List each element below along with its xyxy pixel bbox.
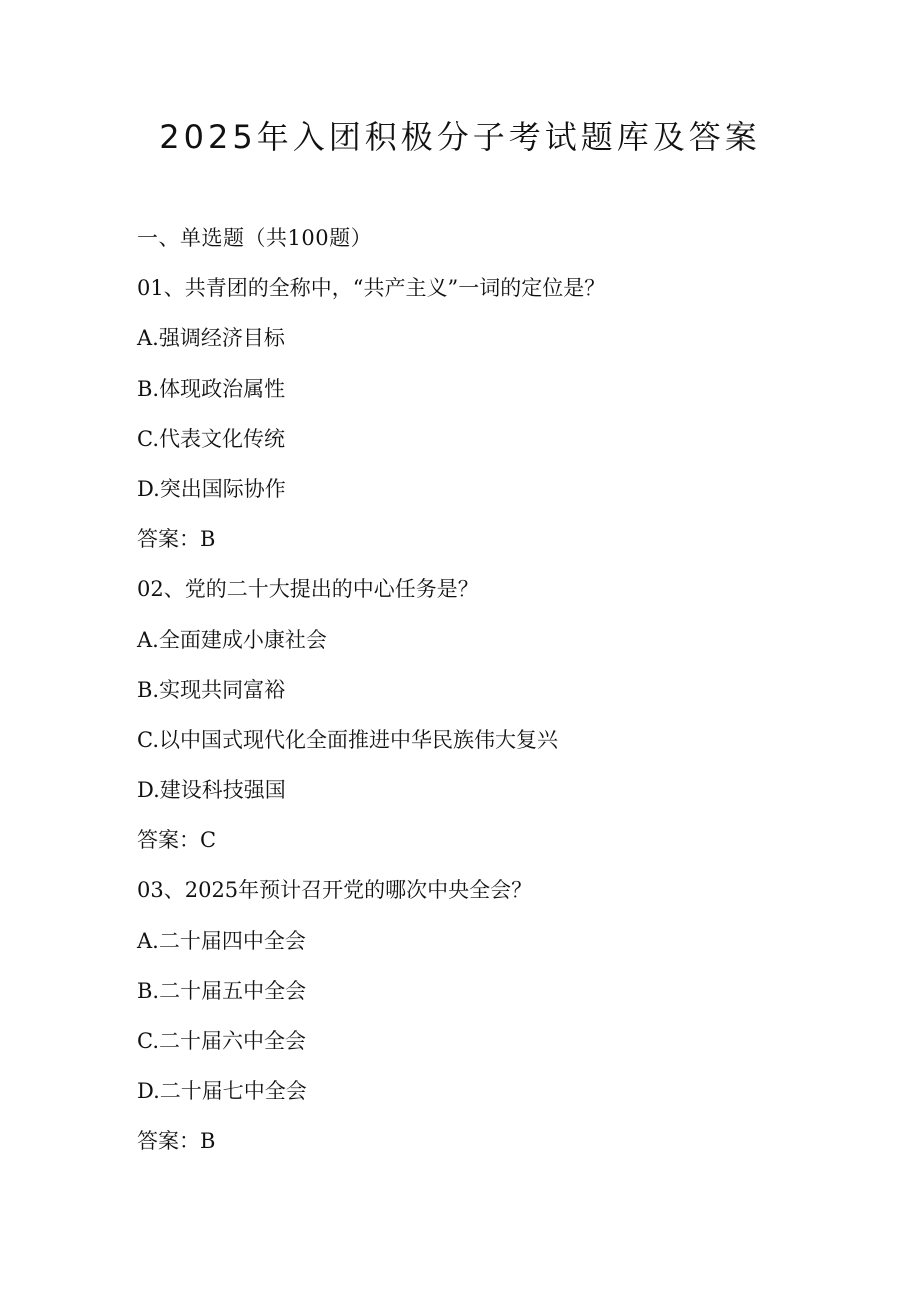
option-d: D.建设科技强国 xyxy=(137,778,286,803)
option-b: B.二十届五中全会 xyxy=(137,978,307,1003)
option-a: A.全面建成小康社会 xyxy=(137,627,327,652)
question-block-3 xyxy=(137,872,857,1173)
option-a: A.二十届四中全会 xyxy=(137,928,306,953)
option-a: A.强调经济目标 xyxy=(137,326,285,351)
question-stem: 03、2025年预计召开党的哪次中央全会？ xyxy=(137,878,533,903)
section-heading: 一、单选题（共100题） xyxy=(137,226,373,250)
option-d: D.二十届七中全会 xyxy=(137,1079,307,1104)
answer-line: 答案：C xyxy=(137,828,217,853)
answer-line: 答案：B xyxy=(137,527,216,552)
document-title: 2025年入团积极分子考试题库及答案 xyxy=(159,118,761,156)
question-block-1 xyxy=(137,270,857,571)
option-b: B.实现共同富裕 xyxy=(137,677,286,702)
option-b: B.体现政治属性 xyxy=(137,376,286,401)
option-c: C.代表文化传统 xyxy=(137,426,285,451)
option-d: D.突出国际协作 xyxy=(137,476,286,501)
document-body xyxy=(137,220,857,1174)
option-c: C.二十届六中全会 xyxy=(137,1029,306,1053)
answer-line: 答案：B xyxy=(137,1129,216,1154)
question-stem: 02、党的二十大提出的中心任务是？ xyxy=(137,577,479,602)
question-stem: 01、共青团的全称中，“共产主义”一词的定位是？ xyxy=(137,276,606,301)
option-c: C.以中国式现代化全面推进中华民族伟大复兴 xyxy=(137,727,558,752)
question-block-2 xyxy=(137,571,857,872)
